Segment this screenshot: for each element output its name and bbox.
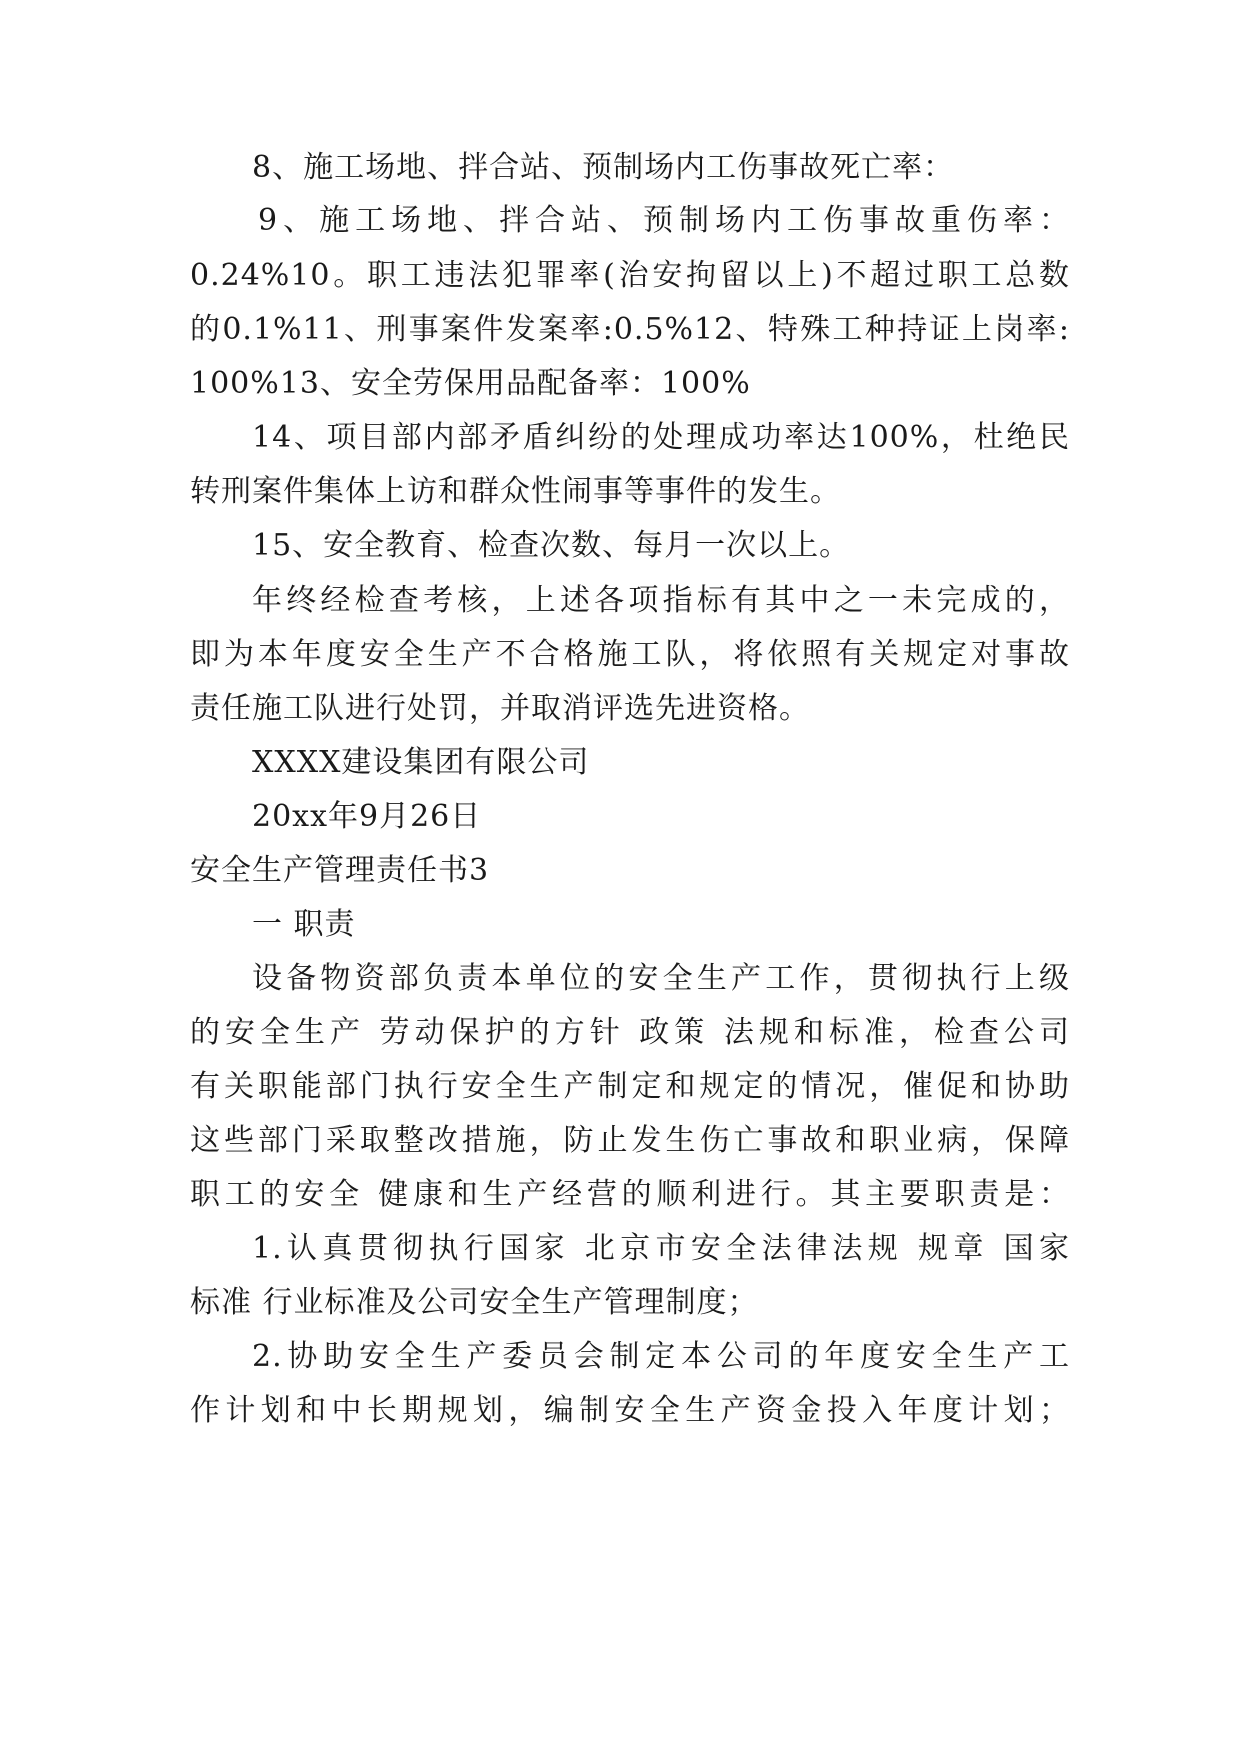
company-name: XXXX建设集团有限公司 <box>252 745 590 780</box>
text-line-item-14-continued: 转刑案件集体上访和群众性闹事等事件的发生。 <box>190 474 841 509</box>
text-line-duties-3: 有关职能部门执行安全生产制定和规定的情况，催促和协助 <box>190 1069 1070 1104</box>
text-line-year-end-review: 年终经检查考核，上述各项指标有其中之一未完成的， <box>252 583 1070 618</box>
text-line-duty-item-2: 2.协助安全生产委员会制定本公司的年度安全生产工 <box>252 1339 1070 1374</box>
text-line-item-9-injury-rate: 9、施工场地、拌合站、预制场内工伤事故重伤率： <box>258 203 1070 238</box>
section-heading-duties: 一 职责 <box>252 907 356 942</box>
text-line-duties-2: 的安全生产 劳动保护的方针 政策 法规和标准，检查公司 <box>190 1015 1070 1050</box>
text-line-unqualified-team: 即为本年度安全生产不合格施工队，将依照有关规定对事故 <box>190 637 1070 672</box>
text-line-case-rate: 的0.1%11、刑事案件发案率:0.5%12、特殊工种持证上岗率: <box>190 312 1070 347</box>
section-title: 安全生产管理责任书3 <box>190 853 490 888</box>
text-line-duties-5: 职工的安全 健康和生产经营的顺利进行。其主要职责是： <box>190 1177 1070 1212</box>
text-line-item-8-death-rate: 8、施工场地、拌合站、预制场内工伤事故死亡率： <box>252 150 955 185</box>
text-line-duty-item-1-continued: 标准 行业标准及公司安全生产管理制度； <box>190 1285 759 1320</box>
text-line-item-14: 14、项目部内部矛盾纠纷的处理成功率达100%，杜绝民 <box>252 420 1070 455</box>
text-line-penalty: 责任施工队进行处罚，并取消评选先进资格。 <box>190 691 810 726</box>
text-line-duties-4: 这些部门采取整改措施，防止发生伤亡事故和职业病，保障 <box>190 1123 1070 1158</box>
text-line-protective-equipment: 100%13、安全劳保用品配备率：100% <box>190 366 751 401</box>
text-line-duty-item-1: 1.认真贯彻执行国家 北京市安全法律法规 规章 国家 <box>252 1231 1070 1266</box>
text-line-item-15: 15、安全教育、检查次数、每月一次以上。 <box>252 528 851 563</box>
text-line-crime-rate: 0.24%10。职工违法犯罪率(治安拘留以上)不超过职工总数 <box>190 258 1070 293</box>
text-line-duty-item-2-continued: 作计划和中长期规划，编制安全生产资金投入年度计划； <box>190 1393 1070 1428</box>
text-line-duties-1: 设备物资部负责本单位的安全生产工作，贯彻执行上级 <box>252 961 1070 996</box>
document-date: 20xx年9月26日 <box>252 799 482 834</box>
